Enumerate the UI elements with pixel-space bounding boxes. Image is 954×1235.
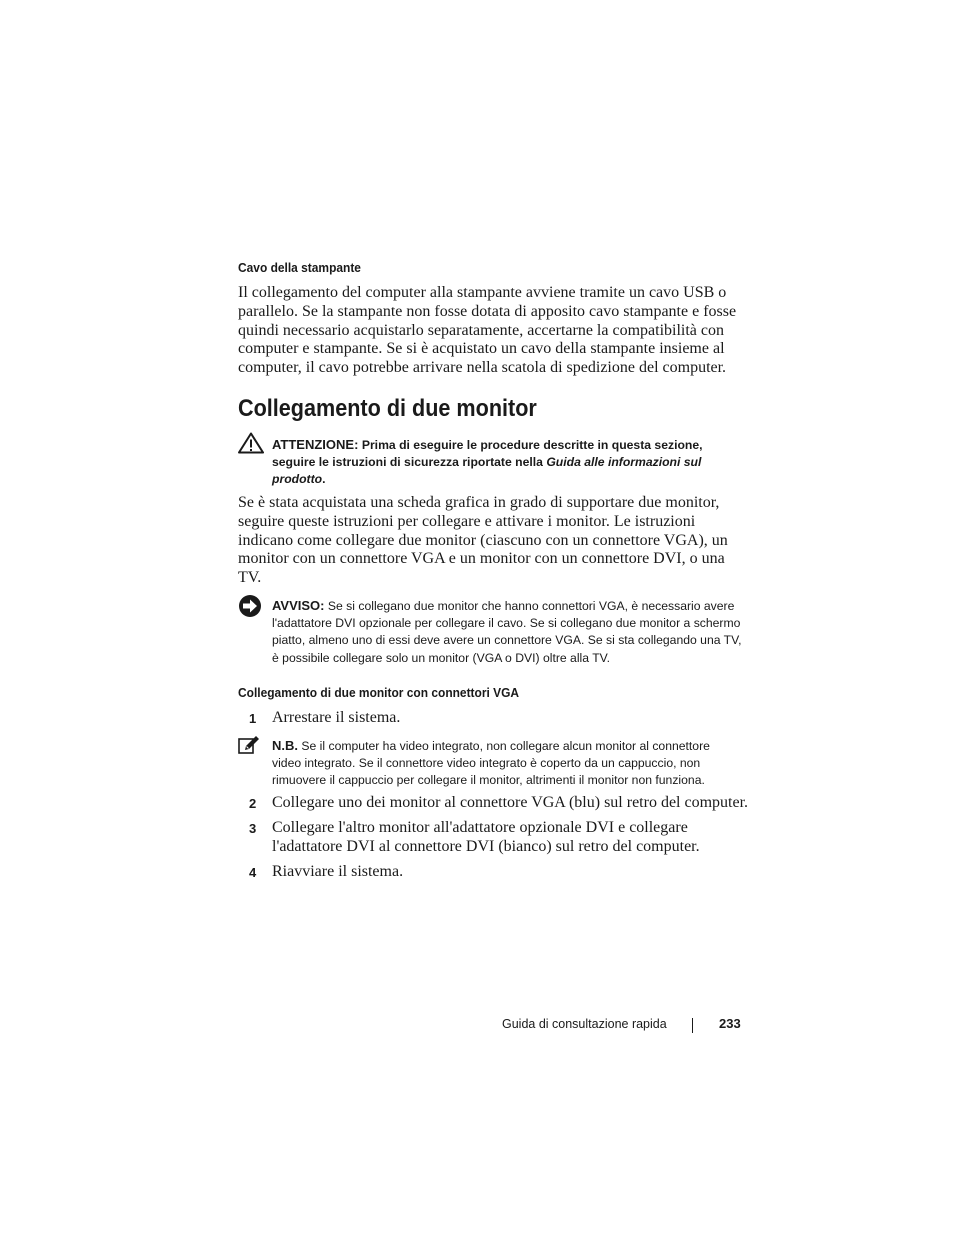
caution-end: . xyxy=(322,472,326,487)
step-text: Collegare l'altro monitor all'adattatore opzionale DVI e collegare l'adattatore DVI al connettore DVI (bianco) sul retro del computer. xyxy=(272,819,700,855)
dual-monitor-paragraph: Se è stata acquistata una scheda grafica in grado di supportare due monitor, seguire queste istruzioni per collegare e attivare i monitor. Le istruzioni indicano come collegare due monitor (ciascuno con un connettore VGA), un monitor con un connettore VGA e un monitor con un connettore DVI, o una TV. xyxy=(238,494,728,587)
caution-text xyxy=(272,436,742,489)
subheading-vga-monitors: Collegamento di due monitor con connettori VGA xyxy=(238,685,520,700)
notice-icon xyxy=(238,594,262,618)
nb-label: N.B. xyxy=(272,738,298,753)
notice-label: AVVISO: xyxy=(272,598,325,613)
section-heading: Collegamento di due monitor xyxy=(238,395,537,422)
step-text: Collegare uno dei monitor al connettore VGA (blu) sul retro del computer. xyxy=(272,794,749,811)
caution-label: ATTENZIONE: xyxy=(272,437,359,452)
nb-body: Se il computer ha video integrato, non collegare alcun monitor al connettore video integrato. Se il connettore video integrato è coperto da un cappuccio, non rimuovere il cappuccio per collegare il monitor, altrimenti il monitor non funziona. xyxy=(272,739,710,788)
nb-text xyxy=(272,737,742,790)
warning-triangle-icon xyxy=(238,432,264,454)
caution-doc-title: Guida alle informazioni sul prodotto xyxy=(272,455,702,487)
step-number: 3 xyxy=(249,821,257,836)
pencil-note-icon xyxy=(238,735,260,755)
notice-text xyxy=(272,597,742,667)
notice-body: Se si collegano due monitor che hanno connettori VGA, è necessario avere l'adattatore DVI opzionale per collegare il cavo. Se si collegano due monitor a schermo piatto, almeno uno di essi deve avere un connettore VGA. Se si sta collegando una TV, è possibile collegare solo un monitor (VGA o DVI) oltre alla TV. xyxy=(272,599,742,665)
page-number: 233 xyxy=(719,1016,741,1031)
footer-separator xyxy=(692,1018,693,1033)
subheading-printer-cable: Cavo della stampante xyxy=(238,260,361,275)
footer-title: Guida di consultazione rapida xyxy=(502,1017,667,1031)
step-number: 2 xyxy=(249,796,257,811)
step-number: 4 xyxy=(249,865,257,880)
printer-cable-paragraph: Il collegamento del computer alla stampante avviene tramite un cavo USB o parallelo. Se la stampante non fosse dotata di apposito cavo stampante e fosse quindi necessario acquistarlo separatamente, accertarne la compatibilità con computer e stampante. Se si è acquistato un cavo della stampante insieme al computer, il cavo potrebbe arrivare nella scatola di spedizione del computer. xyxy=(238,284,737,377)
step-text: Arrestare il sistema. xyxy=(272,709,401,726)
step-number: 1 xyxy=(249,711,257,726)
caution-body: Prima di eseguire le procedure descritte in questa sezione, seguire le istruzioni di sicurezza riportate nella xyxy=(272,438,703,470)
step-text: Riavviare il sistema. xyxy=(272,863,404,880)
